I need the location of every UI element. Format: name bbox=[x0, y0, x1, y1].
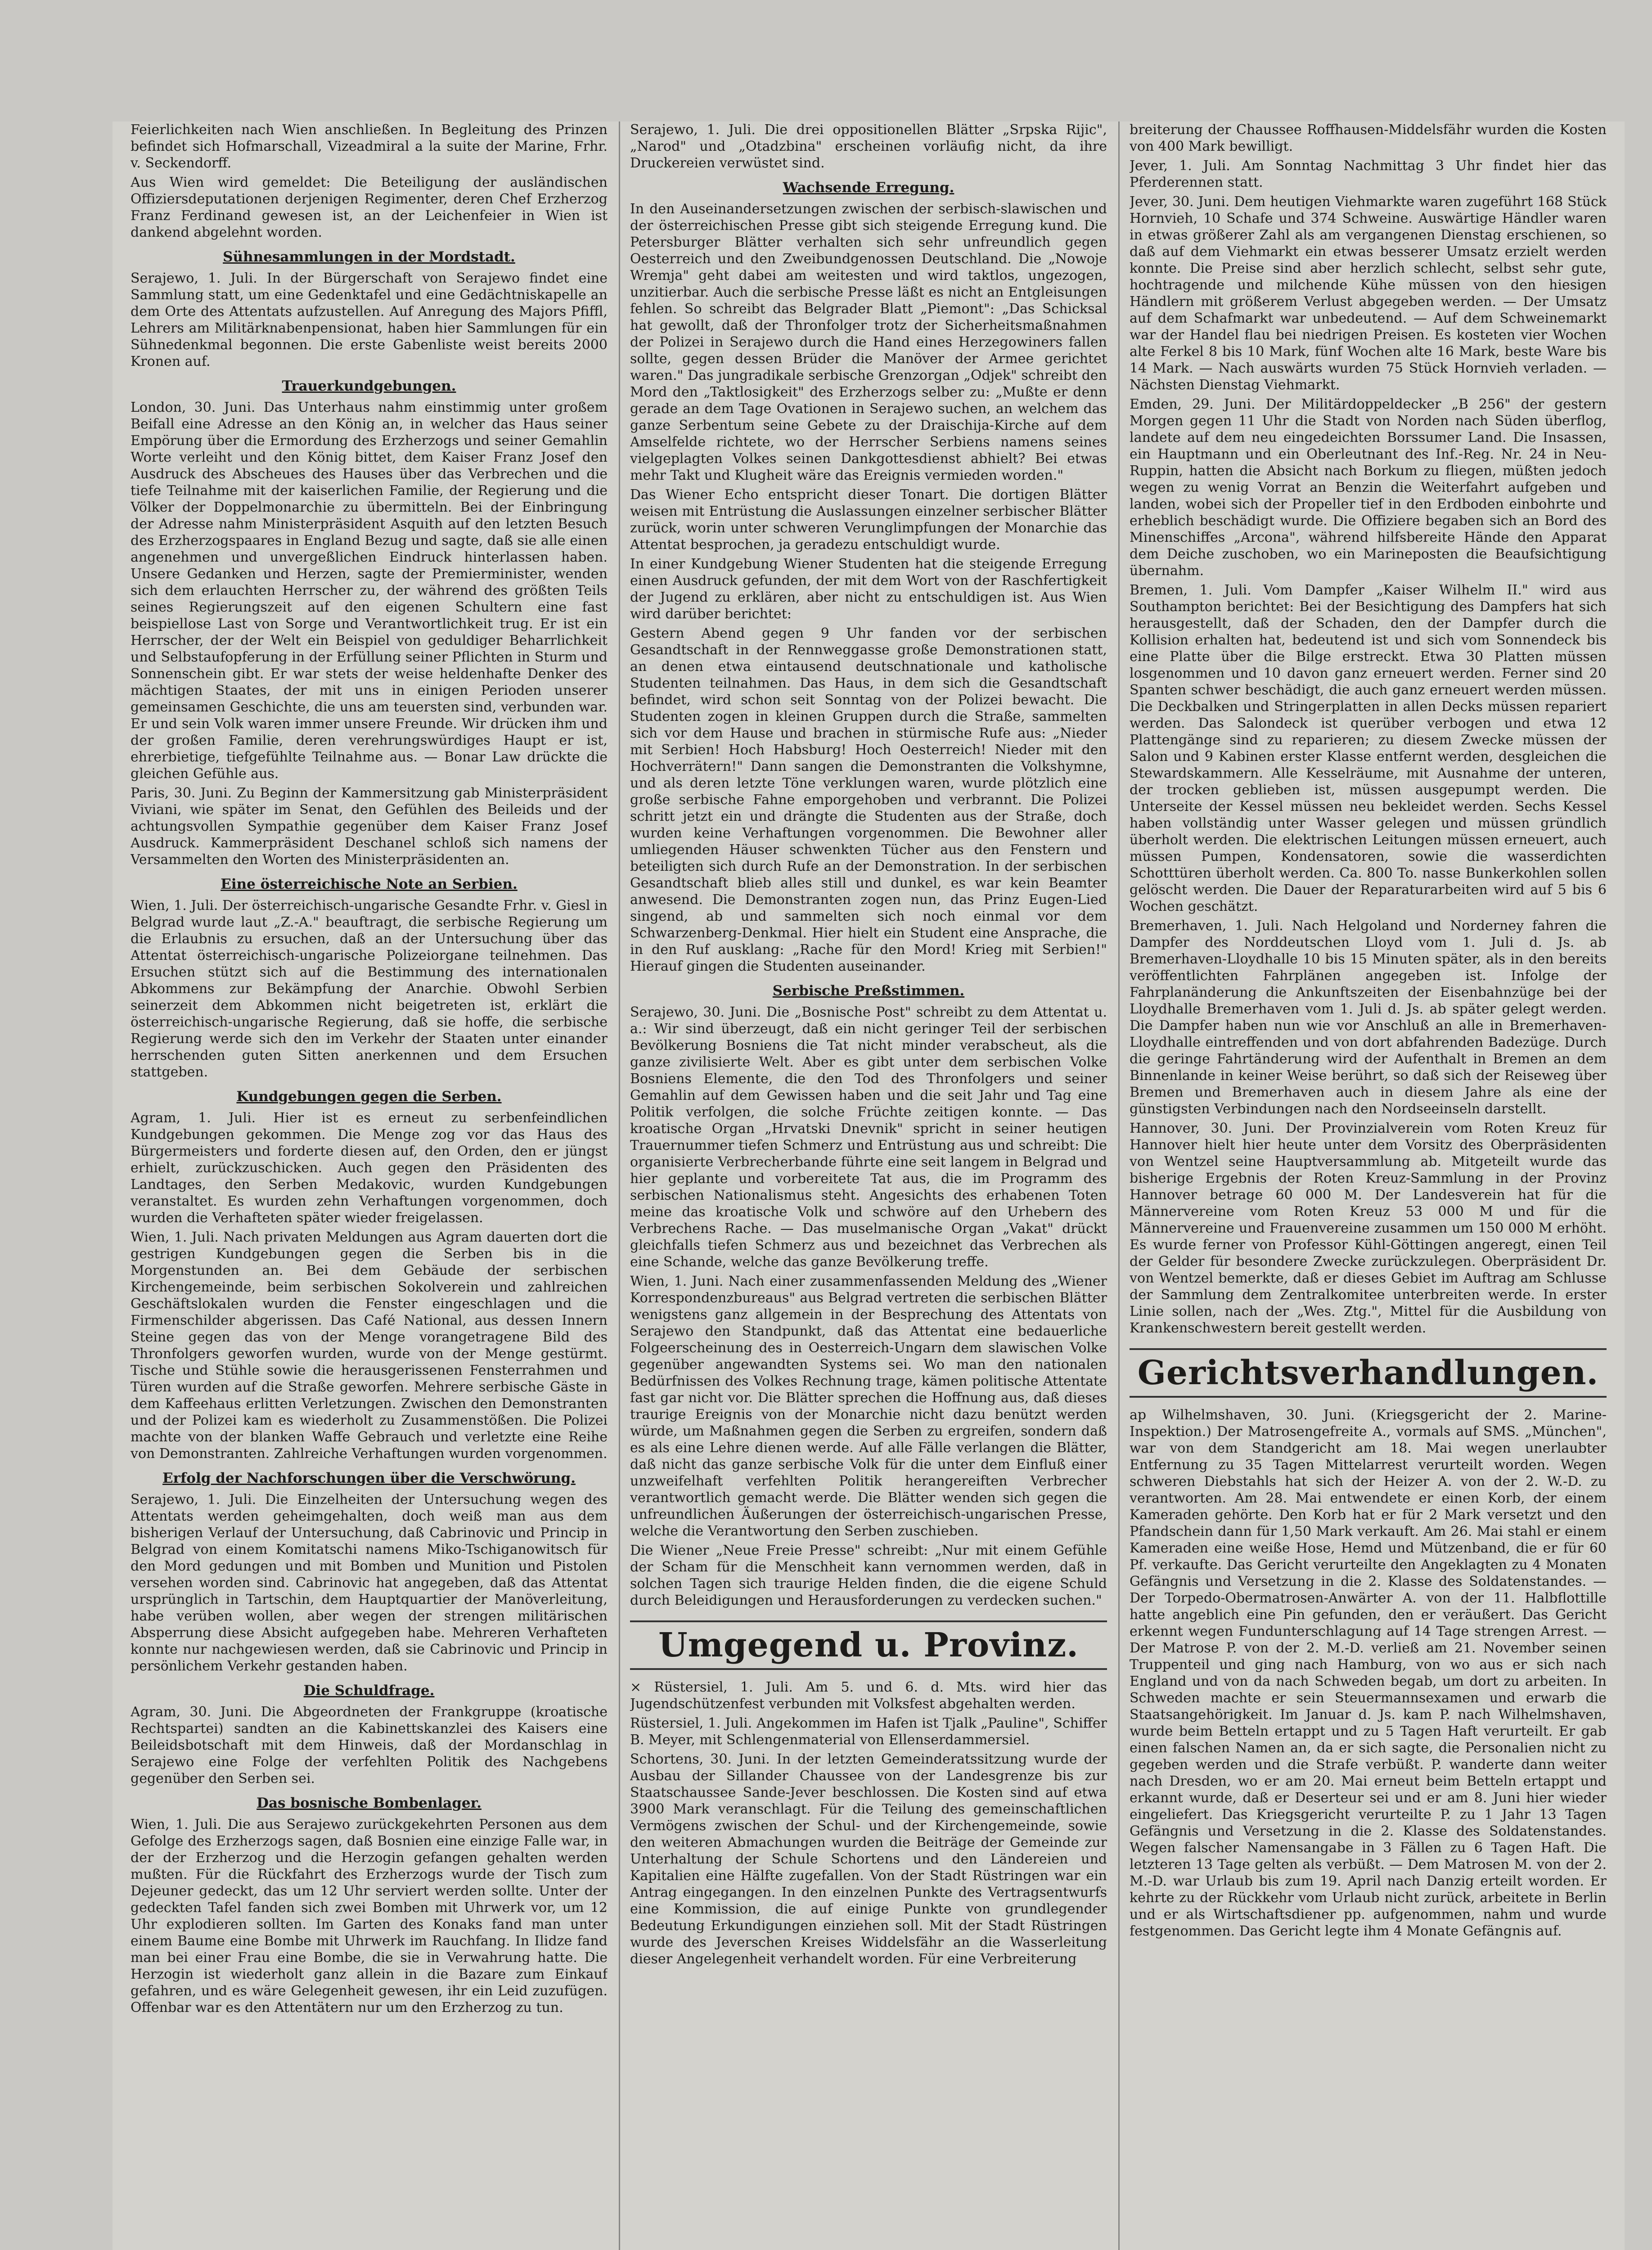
article-paragraph: Rüstersiel, 1. Juli. Angekommen im Hafen ist Tjalk „Pauline", Schiffer B. Meyer, mit Schlengenmaterial von Ellenserdammersiel. bbox=[630, 1715, 1107, 1748]
article-paragraph: Serajewo, 1. Juli. Die Einzelheiten der Untersuchung wegen des Attentats werden geheimgehalten, doch weiß man aus dem bisherigen Verlauf der Untersuchung, daß Cabrinovic und Princip in Belgrad von einem Komitatschi namens Miko-Tschiganowitsch für den Mord gedungen und mit Bomben und Munition und Pistolen versehen worden sind. Cabrinovic hat angegeben, daß das Attentat ursprünglich in Tartschin, dem Hauptquartier der Manöverleitung, habe verüben wollen, aber wegen der strengen militärischen Absperrung diese Absicht aufgegeben habe. Mehreren Verhafteten konnte nur nachgewiesen werden, daß sie Cabrinovic und Princip in persönlichem Verkehr gestanden haben. bbox=[131, 1492, 608, 1674]
article-paragraph: Feierlichkeiten nach Wien anschließen. In Begleitung des Prinzen befindet sich Hofmarschall, Vizeadmiral a la suite der Marine, Frhr. v. Seckendorff. bbox=[131, 122, 608, 171]
column-rule bbox=[1118, 122, 1120, 2250]
article-paragraph: ap Wilhelmshaven, 30. Juni. (Kriegsgericht der 2. Marine-Inspektion.) Der Matrosengefreite A., vormals auf SMS. „München", war von dem Standgericht am 18. Mai wegen unerlaubter Entfernung zu 35 Tagen Mittelarrest verurteilt worden. Wegen schweren Diebstahls hat sich der Heizer A. von der 2. W.-D. zu verantworten. Am 28. Mai entwendete er einen Korb, der einem Kameraden gehörte. Den Korb hat er für 2 Mark versetzt und den Pfandschein dann für 1,50 Mark verkauft. Am 26. Mai stahl er einem Kameraden eine weiße Hose, Hemd und Mützenband, die er für 60 Pf. verkaufte. Das Gericht verurteilte den Angeklagten zu 4 Monaten Gefängnis und Versetzung in die 2. Klasse des Soldatenstandes. — Der Torpedo-Obermatrosen-Anwärter A. von der 11. Halbflottille hatte angeblich eine Pin gefunden, den er veräußert. Das Gericht erkennt wegen Fundunterschlagung auf 14 Tage strengen Arrest. — Der Matrose P. von der 2. M.-D. verließ am 21. November seinen Truppenteil und ging nach Hamburg, von wo aus er sich nach England und von da nach Schweden begab, um dort zu arbeiten. In Schweden machte er sein Steuermannsexamen und erwarb die Staatsangehörigkeit. Im Januar d. Js. kam P. nach Wilhelmshaven, wurde beim Betteln ertappt und zu 5 Tagen Haft verurteilt. Er gab einen falschen Namen an, da er sich sagte, die Personalien nicht zu gegeben werden und die Strafe verbüßt. P. wanderte dann weiter nach Dresden, wo er am 20. Mai erneut beim Betteln ertappt und erkannt wurde, daß er Deserteur sei und er am 8. Juni hier wieder eingeliefert. Das Kriegsgericht verurteilte P. zu 1 Jahr 13 Tagen Gefängnis und Versetzung in die 2. Klasse des Soldatenstandes. Wegen falscher Namensangabe in 3 Fällen zu 6 Tagen Haft. Die letzteren 13 Tage gelten als verbüßt. — Dem Matrosen M. von der 2. M.-D. war Urlaub bis zum 19. April nach Danzig erteilt worden. Er kehrte zu der Rückkehr vom Urlaub nicht zurück, arbeitete in Berlin und er als Wirtschaftsdiener pp. aufgenommen, nahm und wurde festgenommen. Das Gericht legte ihm 4 Monate Gefängnis auf. bbox=[1130, 1407, 1607, 1939]
article-paragraph: Serajewo, 1. Juli. Die drei oppositionellen Blätter „Srpska Rijic", „Narod" und „Otadzbina" erscheinen vorläufig nicht, da ihre Druckereien verwüstet sind. bbox=[630, 122, 1107, 171]
article-paragraph: Bremerhaven, 1. Juli. Nach Helgoland und Norderney fahren die Dampfer des Norddeutschen Lloyd vom 1. Juli d. Js. ab Bremerhaven-Lloydhalle 10 bis 15 Minuten später, als in den bereits veröffentlichten Fahrplänen angegeben ist. Infolge der Fahrplanänderung die Ankunftszeiten der Eisenbahnzüge bei der Lloydhalle Bremerhaven vom 1. Juli d. Js. ab später gelegt werden. Die Dampfer haben nun wie vor Anschluß an alle in Bremerhaven-Lloydhalle eintreffenden und von dort abfahrenden Badezüge. Durch die geringe Fahrtänderung wird der Aufenthalt in Bremen an dem Binnenlande in keiner Weise berührt, so daß sich der Reiseweg über Bremen und Bremerhaven auch in diesem Jahre als eine der günstigsten Verbindungen nach den Nordseeinseln darstellt. bbox=[1130, 918, 1607, 1117]
article-paragraph: Bremen, 1. Juli. Vom Dampfer „Kaiser Wilhelm II." wird aus Southampton berichtet: Bei der Besichtigung des Dampfers hat sich herausgestellt, daß der Schaden, den der Dampfer durch die Kollision erhalten hat, bedeutend ist und sich vom Sonnendeck bis eine Platte über die Bilge erstreckt. Etwa 30 Platten müssen losgenommen und 10 davon ganz erneuert werden. Ferner sind 20 Spanten schwer beschädigt, die auch ganz erneuert werden müssen. Die Deckbalken und Stringerplatten in allen Decks müssen repariert werden. Das Salondeck ist querüber verbogen und etwa 12 Plattengänge sind zu reparieren; zu diesem Zwecke müssen der Salon und 9 Kabinen erster Klasse entfernt werden, desgleichen die Stewardskammern. Alle Kesselräume, mit Ausnahme der unteren, der trocken geblieben ist, müssen ausgepumpt werden. Die Unterseite der Kessel müssen neu bekleidet werden. Sechs Kessel haben vollständig unter Wasser gelegen und müssen gründlich überholt werden. Die elektrischen Leitungen müssen erneuert, auch müssen Pumpen, Kondensatoren, sowie die wasserdichten Schotttüren überholt werden. Ca. 800 To. nasse Bunkerkohlen sollen gelöscht werden. Die Dauer der Reparaturarbeiten wird auf 5 bis 6 Wochen geschätzt. bbox=[1130, 582, 1607, 914]
column-rule bbox=[619, 122, 620, 2250]
article-paragraph: Aus Wien wird gemeldet: Die Beteiligung der ausländischen Offiziersdeputationen derjenigen Regimenter, deren Chef Erzherzog Franz Ferdinand gewesen ist, an der Leichenfeier in Wien ist dankend abgelehnt worden. bbox=[131, 175, 608, 240]
article-paragraph: Hannover, 30. Juni. Der Provinzialverein vom Roten Kreuz für Hannover hielt hier heute unter dem Vorsitz des Oberpräsidenten von Wentzel seine Hauptversammlung ab. Mitgeteilt wurde das bisherige Ergebnis der Roten Kreuz-Sammlung in der Provinz Hannover betrage 60 000 M. Der Landesverein hat für die Männervereine vom Roten Kreuz 53 000 M und für die Männervereine und Frauenvereine zusammen um 150 000 M erhöht. Es wurde ferner von Professor Kühl-Göttingen angeregt, einen Teil der Gelder für besondere Zwecke zurückzulegen. Oberpräsident Dr. von Wentzel bemerkte, daß er dieses Gebiet im Auftrag am Schlusse der Sammlung dem Zentralkomitee unterbreiten werde. In erster Linie sollen, nach der „Wes. Ztg.", Mittel für die Ausbildung von Krankenschwestern bereit gestellt werden. bbox=[1130, 1120, 1607, 1336]
article-paragraph: London, 30. Juni. Das Unterhaus nahm einstimmig unter großem Beifall eine Adresse an den König an, in welcher das Haus seiner Empörung über die Ermordung des Erzherzogs und seiner Gemahlin Worte verleiht und den König bittet, dem Kaiser Franz Josef den Ausdruck des Abscheues des Hauses über das Verbrechen und die tiefe Teilnahme mit der kaiserlichen Familie, der Regierung und die Völker der Doppelmonarchie zu übermitteln. Bei der Einbringung der Adresse nahm Ministerpräsident Asquith auf den letzten Besuch des Erzherzogspaares in England Bezug und sagte, daß sie alle einen angenehmen und unvergeßlichen Eindruck hinterlassen haben. Unsere Gedanken und Herzen, sagte der Premierminister, wenden sich dem erlauchten Herrscher zu, der während des größten Teils seines Regierungszeit auf den eigenen Schultern eine fast beispiellose Last von Sorge und Verantwortlichkeit trug. Er ist ein Herrscher, der der Welt ein Beispiel von geduldiger Beharrlichkeit und Selbstaufopferung in der Erfüllung seiner Pflichten in Sturm und Sonnenschein gibt. Er war stets der weise heldenhafte Denker des mächtigen Staates, der mit uns in einigen Perioden unserer gemeinsamen Geschichte, die uns am teuersten sind, verbunden war. Er und sein Volk waren immer unsere Freunde. Wir drücken ihm und der großen Familie, deren verehrungswürdiges Haupt er ist, ehrerbietige, tiefgefühlte Teilnahme aus. — Bonar Law drückte die gleichen Gefühle aus. bbox=[131, 400, 608, 782]
section-heading: Kundgebungen gegen die Serben. bbox=[236, 1089, 502, 1105]
article-paragraph: Serajewo, 30. Juni. Die „Bosnische Post" schreibt zu dem Attentat u. a.: Wir sind überzeugt, daß ein nicht geringer Teil der serbischen Bevölkerung Bosniens die Tat nicht minder verabscheut, als die ganze zivilisierte Welt. Aber es gibt unter dem serbischen Volke Bosniens Elemente, die den Tod des Thronfolgers und seiner Gemahlin auf dem Gewissen haben und die seit Jahr und Tag eine Politik verfolgen, die solche Früchte zeitigen konnte. — Das kroatische Organ „Hrvatski Dnevnik" spricht in seiner heutigen Trauernummer tiefen Schmerz und Entrüstung aus und schreibt: Die organisierte Verbrecherbande führte eine seit langem in Belgrad und hier geplante und vorbereitete Tat aus, die im Programm des serbischen Nationalismus steht. Angesichts des erhabenen Toten meine das kroatische Volk und schwöre auf den Urhebern des Verbrechens Rache. — Das muselmanische Organ „Vakat" drückt gleichfalls tiefen Schmerz aus und bezeichnet das Verbrechen als eine Schande, welche das ganze Bevölkerung treffe. bbox=[630, 1004, 1107, 1270]
section-banner: Gerichtsverhandlungen. bbox=[1130, 1348, 1607, 1398]
article-paragraph: Jever, 1. Juli. Am Sonntag Nachmittag 3 Uhr findet hier das Pferderennen statt. bbox=[1130, 158, 1607, 190]
article-paragraph: In einer Kundgebung Wiener Studenten hat die steigende Erregung einen Ausdruck gefunden, der mit dem Wort von der Raschfertigkeit der Jugend zu erklären, aber nicht zu entschuldigen ist. Aus Wien wird darüber berichtet: bbox=[630, 556, 1107, 622]
article-paragraph: Wien, 1. Juli. Der österreichisch-ungarische Gesandte Frhr. v. Giesl in Belgrad wurde laut „Z.-A." beauftragt, die serbische Regierung um die Erlaubnis zu ersuchen, daß an der Untersuchung über das Attentat österreichisch-ungarische Polizeiorgane teilnehmen. Das Ersuchen stützt sich auf die Bestimmung des internationalen Abkommens zur Bekämpfung der Anarchie. Obwohl Serbien seinerzeit dem Abkommen nicht beigetreten ist, erklärt die österreichisch-ungarische Regierung, daß sie hoffe, die serbische Regierung werde sich den im Verkehr der Staaten unter einander herrschenden guten Sitten anerkennen und dem Ersuchen stattgeben. bbox=[131, 898, 608, 1080]
section-heading: Trauerkundgebungen. bbox=[282, 378, 456, 394]
section-heading: Eine österreichische Note an Serbien. bbox=[221, 876, 518, 892]
section-heading: Wachsende Erregung. bbox=[783, 180, 954, 196]
section-heading: Erfolg der Nachforschungen über die Verschwörung. bbox=[162, 1470, 576, 1486]
article-paragraph: Gestern Abend gegen 9 Uhr fanden vor der serbischen Gesandtschaft in der Rennweggasse große Demonstrationen statt, an denen etwa eintausend deutschnationale und katholische Studenten teilnahmen. Das Haus, in dem sich die Gesandtschaft befindet, wird schon seit Sonntag von der Polizei bewacht. Die Studenten zogen in kleinen Gruppen durch die Straße, sammelten sich vor dem Hause und brachen in stürmische Rufe aus: „Nieder mit Serbien! Hoch Habsburg! Hoch Oesterreich! Nieder mit den Hochverrätern!" Dann sangen die Demonstranten die Volkshymne, und als deren letzte Töne verklungen waren, wurde plötzlich eine große serbische Fahne emporgehoben und verbrannt. Die Polizei schritt jetzt ein und drängte die Studenten aus der Straße, doch wurden keine Verhaftungen vorgenommen. Die Bewohner aller umliegenden Häuser schwenkten Tücher aus den Fenstern und beteiligten sich durch Rufe an der Demonstration. In der serbischen Gesandtschaft blieb alles still und dunkel, es war kein Beamter anwesend. Die Demonstranten zogen nun, das Prinz Eugen-Lied singend, ab und sammelten sich noch einmal vor dem Schwarzenberg-Denkmal. Hier hielt ein Student eine Ansprache, die in den Ruf ausklang: „Rache für den Mord! Krieg mit Serbien!" Hierauf gingen die Studenten auseinander. bbox=[630, 626, 1107, 974]
article-paragraph: × Rüstersiel, 1. Juli. Am 5. und 6. d. Mts. wird hier das Jugendschützenfest verbunden mit Volksfest abgehalten werden. bbox=[630, 1679, 1107, 1712]
article-paragraph: Das Wiener Echo entspricht dieser Tonart. Die dortigen Blätter weisen mit Entrüstung die Auslassungen einzelner serbischer Blätter zurück, worin unter schweren Verunglimpfungen der Monarchie das Attentat besprochen, ja geradezu entschuldigt wurde. bbox=[630, 487, 1107, 553]
article-paragraph: Wien, 1. Juli. Die aus Serajewo zurückgekehrten Personen aus dem Gefolge des Erzherzogs sagen, daß Bosnien eine einzige Falle war, in der der Erzherzog und die Herzogin gefangen gehalten werden mußten. Für die Rückfahrt des Erzherzogs wurde der Tisch zum Dejeuner gedeckt, das um 12 Uhr serviert werden sollte. Unter der gedeckten Tafel fanden sich zwei Bomben mit Uhrwerk vor, um 12 Uhr explodieren sollten. Im Garten des Konaks fand man unter einem Baume eine Bombe mit Uhrwerk im Rauchfang. In Ilidze fand man bei einer Frau eine Bombe, die sie in Verwahrung hatte. Die Herzogin ist wiederholt ganz allein in die Bazare zum Einkauf gefahren, und es wäre Gelegenheit gewesen, ihr ein Leid zuzufügen. Offenbar war es den Attentätern nur um den Erzherzog zu tun. bbox=[131, 1817, 608, 2016]
newspaper-page bbox=[113, 122, 1625, 2250]
article-paragraph: Serajewo, 1. Juli. In der Bürgerschaft von Serajewo findet eine Sammlung statt, um eine Gedenktafel und eine Gedächtniskapelle an dem Orte des Attentats aufzustellen. Auf Anregung des Majors Pfiffl, Lehrers am Militärknabenpensionat, haben hier Sammlungen für ein Sühnedenkmal begonnen. Die erste Gabenliste weist bereits 2000 Kronen auf. bbox=[131, 270, 608, 369]
column-3 bbox=[1130, 122, 1607, 2250]
article-paragraph: Agram, 30. Juni. Die Abgeordneten der Frankgruppe (kroatische Rechtspartei) sandten an die Kabinettskanzlei des Kaisers eine Beileidsbotschaft mit dem Hinweis, daß der Mordanschlag in Serajewo eine Folge der verfehlten Politik des Nachgebens gegenüber den Serben sei. bbox=[131, 1704, 608, 1786]
section-heading: Das bosnische Bombenlager. bbox=[257, 1795, 482, 1811]
section-heading: Die Schuldfrage. bbox=[303, 1683, 435, 1699]
article-paragraph: Paris, 30. Juni. Zu Beginn der Kammersitzung gab Ministerpräsident Viviani, wie später im Senat, den Gefühlen des Beileids und der achtungsvollen Sympathie gegenüber dem Kaiser Franz Josef Ausdruck. Kammerpräsident Deschanel schloß sich namens der Versammelten den Worten des Ministerpräsidenten an. bbox=[131, 785, 608, 868]
section-banner: Umgegend u. Provinz. bbox=[630, 1620, 1107, 1670]
article-paragraph: Wien, 1. Juli. Nach privaten Meldungen aus Agram dauerten dort die gestrigen Kundgebungen gegen die Serben bis in die Morgenstunden an. Bei dem Gebäude der serbischen Kirchengemeinde, beim serbischen Sokolverein und zahlreichen Geschäftslokalen wurden die Fenster eingeschlagen und die Firmenschilder abgerissen. Das Café National, aus dessen Innern Steine gegen das von der Menge vorangetragene Bild des Thronfolgers geworfen wurden, wurde von der Menge gestürmt. Tische und Stühle sowie die herausgerissenen Fensterrahmen und Türen wurden auf die Straße geworfen. Mehrere serbische Gäste in dem Kaffeehaus erlitten Verletzungen. Zwischen den Demonstranten und der Polizei kam es wiederholt zu Zusammenstößen. Die Polizei machte von der blanken Waffe Gebrauch und verletzte eine Reihe von Demonstranten. Zahlreiche Verhaftungen wurden vorgenommen. bbox=[131, 1229, 608, 1462]
article-paragraph: In den Auseinandersetzungen zwischen der serbisch-slawischen und der österreichischen Presse gibt sich steigende Erregung kund. Die Petersburger Blätter verhalten sich sehr unfreundlich gegen Oesterreich und den Zweibundgenossen Deutschland. Die „Nowoje Wremja" geht dabei am weitesten und wird taktlos, ungezogen, unzitierbar. Auch die serbische Presse läßt es nicht an Entgleisungen fehlen. So schreibt das Belgrader Blatt „Piemont": „Das Schicksal hat gewollt, daß der Thronfolger trotz der Sicherheitsmaßnahmen der Polizei in Serajewo durch die Hand eines Herzegowiners fallen sollte, gegen dessen Brüder die Manöver der Armee gerichtet waren." Das jungradikale serbische Grenzorgan „Odjek" schreibt den Mord den „Taktlosigkeit" des Erzherzogs selber zu: „Mußte er denn gerade an dem Tage Ovationen in Serajewo suchen, an welchem das ganze Serbentum seine Gebete zu der Draischija-Kirche auf dem Amselfelde richtete, wo der Herrscher Serbiens namens seines vielgeplagten Volkes seinen Dankgottesdienst abhielt? Bei etwas mehr Takt und Klugheit wäre das Ereignis vermieden worden." bbox=[630, 201, 1107, 483]
column-1 bbox=[131, 122, 608, 2250]
article-paragraph: Agram, 1. Juli. Hier ist es erneut zu serbenfeindlichen Kundgebungen gekommen. Die Menge zog vor das Haus des Bürgermeisters und forderte diesen auf, den Orden, den er jüngst erhielt, zurückzuschicken. Auch gegen den Präsidenten des Landtages, den Serben Medakovic, wurden Kundgebungen veranstaltet. Es wurden zehn Verhaftungen vorgenommen, doch wurden die Verhafteten später wieder freigelassen. bbox=[131, 1110, 608, 1226]
article-paragraph: Emden, 29. Juni. Der Militärdoppeldecker „B 256" der gestern Morgen gegen 11 Uhr die Stadt von Norden nach Süden überflog, landete auf dem neu eingedeichten Borssumer Land. Die Insassen, ein Hauptmann und ein Oberleutnant des Inf.-Reg. Nr. 24 in Neu-Ruppin, hatten die Absicht nach Borkum zu fliegen, müßten jedoch wegen zu wenig Vorrat an Benzin die Weiterfahrt aufgeben und landen, wobei sich der Propeller tief in den Erdboden einbohrte und erheblich beschädigt wurde. Die Offiziere begaben sich an Bord des Minenschiffes „Arcona", während hilfsbereite Hände den Apparat dem Deiche zuschoben, wo ein Marineposten die Beaufsichtigung übernahm. bbox=[1130, 396, 1607, 579]
section-heading: Serbische Preßstimmen. bbox=[772, 983, 965, 999]
column-2 bbox=[630, 122, 1107, 2250]
section-heading: Sühnesammlungen in der Mordstadt. bbox=[223, 249, 515, 265]
article-paragraph: Jever, 30. Juni. Dem heutigen Viehmarkte waren zugeführt 168 Stück Hornvieh, 10 Schafe und 374 Schweine. Auswärtige Händler waren in etwas größerer Zahl als am vergangenen Dienstag erschienen, so daß auf dem Viehmarkt ein etwas besserer Umsatz erzielt werden konnte. Die Preise sind aber herzlich schlecht, selbst sehr gute, hochtragende und milchende Kühe müssen von den hiesigen Händlern mit größerem Verlust abgegeben werden. — Der Umsatz auf dem Schafmarkt war unbedeutend. — Auf dem Schweinemarkt war der Handel flau bei niedrigen Preisen. Es kosteten vier Wochen alte Ferkel 8 bis 10 Mark, fünf Wochen alte 16 Mark, beste Ware bis 14 Mark. — Nach auswärts wurden 75 Stück Hornvieh verladen. — Nächsten Dienstag Viehmarkt. bbox=[1130, 194, 1607, 393]
article-paragraph: Schortens, 30. Juni. In der letzten Gemeinderatssitzung wurde der Ausbau der Sillander Chaussee von der Landesgrenze bis zur Staatschaussee Sande-Jever beschlossen. Die Kosten sind auf etwa 3900 Mark veranschlagt. Für die Teilung des gemeinschaftlichen Vermögens zwischen der Schul- und der Kirchengemeinde, sowie den weiteren Abmachungen wurden die Beiträge der Gemeinde zur Unterhaltung der Schule Schortens und den Ländereien und Kapitalien eine Hälfte zugefallen. Von der Stadt Rüstringen war ein Antrag eingegangen. In den einzelnen Punkte des Vertragsentwurfs eine Kommission, die auf einige Punkte von grundlegender Bedeutung Erkundigungen einziehen soll. Mit der Stadt Rüstringen wurde des Jeverschen Kreises Widdelsfähr an die Wasserleitung dieser Angelegenheit verhandelt worden. Für eine Verbreiterung bbox=[630, 1751, 1107, 1967]
article-paragraph: breiterung der Chaussee Roffhausen-Middelsfähr wurden die Kosten von 400 Mark bewilligt. bbox=[1130, 122, 1607, 154]
article-paragraph: Wien, 1. Juni. Nach einer zusammenfassenden Meldung des „Wiener Korrespondenzbureaus" aus Belgrad vertreten die serbischen Blätter wenigstens ganz allgemein in der Besprechung des Attentats von Serajewo den Standpunkt, daß das Attentat eine bedauerliche Folgeerscheinung des in Oesterreich-Ungarn dem slawischen Volke gegenüber angewandten Systems sei. Wo man den nationalen Bedürfnissen des Volkes Rechnung trage, kämen politische Attentate fast gar nicht vor. Die Blätter sprechen die Hoffnung aus, daß dieses traurige Ereignis von der Monarchie nicht dazu benützt werden würde, um Maßnahmen gegen die Serben zu ergreifen, sondern daß es als eine Lehre dienen werde. Auf alle Fälle verlangen die Blätter, daß nicht das ganze serbische Volk für die unter dem Einfluß einer unzweifelhaft verfehlten Politik herangereiften Verbrecher verantwortlich gemacht werde. Die Blätter wenden sich gegen die unfreundlichen Äußerungen der österreichisch-ungarischen Presse, welche die Verantwortung den Serben zuschieben. bbox=[630, 1274, 1107, 1539]
article-paragraph: Die Wiener „Neue Freie Presse" schreibt: „Nur mit einem Gefühle der Scham für die Menschheit kann vernommen werden, daß in solchen Tagen sich traurige Helden finden, die die eigene Schuld durch Beleidigungen und Herausforderungen zu verdecken suchen." bbox=[630, 1543, 1107, 1608]
